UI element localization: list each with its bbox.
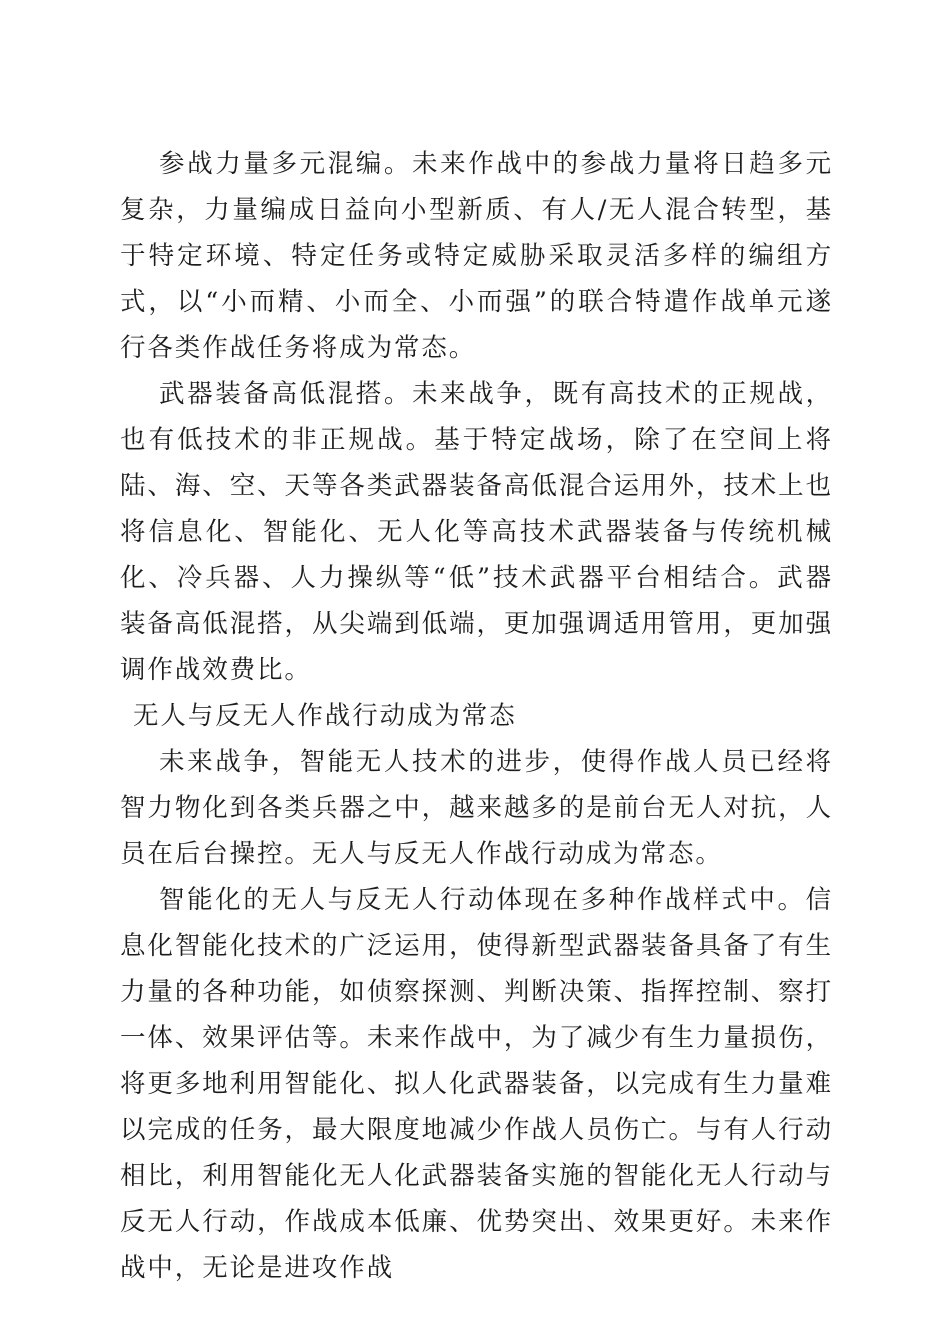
paragraph-mixed-forces: 参战力量多元混编。未来作战中的参战力量将日趋多元复杂，力量编成日益向小型新质、有人/无人混合转型，基于特定环境、特定任务或特定威胁采取灵活多样的编组方式，以“小而精、小而全、小而强”的联合特遣作战单元遂行各类作战任务将成为常态。 bbox=[120, 149, 833, 363]
section-heading: 无人与反无人作战行动成为常态 bbox=[133, 701, 517, 731]
paragraph-weapon-mix: 武器装备高低混搭。未来战争，既有高技术的正规战，也有低技术的非正规战。基于特定战场，除了在空间上将陆、海、空、天等各类武器装备高低混合运用外，技术上也将信息化、智能化、无人化等高技术武器装备与传统机械化、冷兵器、人力操纵等“低”技术武器平台相结合。武器装备高低混搭，从尖端到低端，更加强调适用管用，更加强调作战效费比。 bbox=[120, 379, 833, 685]
paragraph-unmanned-future: 未来战争，智能无人技术的进步，使得作战人员已经将智力物化到各类兵器之中，越来越多的是前台无人对抗，人员在后台操控。无人与反无人作战行动成为常态。 bbox=[120, 747, 833, 869]
document-page bbox=[120, 141, 833, 1291]
paragraph-unmanned-operations: 智能化的无人与反无人行动体现在多种作战样式中。信息化智能化技术的广泛运用，使得新型武器装备具备了有生力量的各种功能，如侦察探测、判断决策、指挥控制、察打一体、效果评估等。未来作战中，为了减少有生力量损伤，将更多地利用智能化、拟人化武器装备，以完成有生力量难以完成的任务，最大限度地减少作战人员伤亡。与有人行动相比，利用智能化无人化武器装备实施的智能化无人行动与反无人行动，作战成本低廉、优势突出、效果更好。未来作战中，无论是进攻作战 bbox=[120, 885, 833, 1283]
